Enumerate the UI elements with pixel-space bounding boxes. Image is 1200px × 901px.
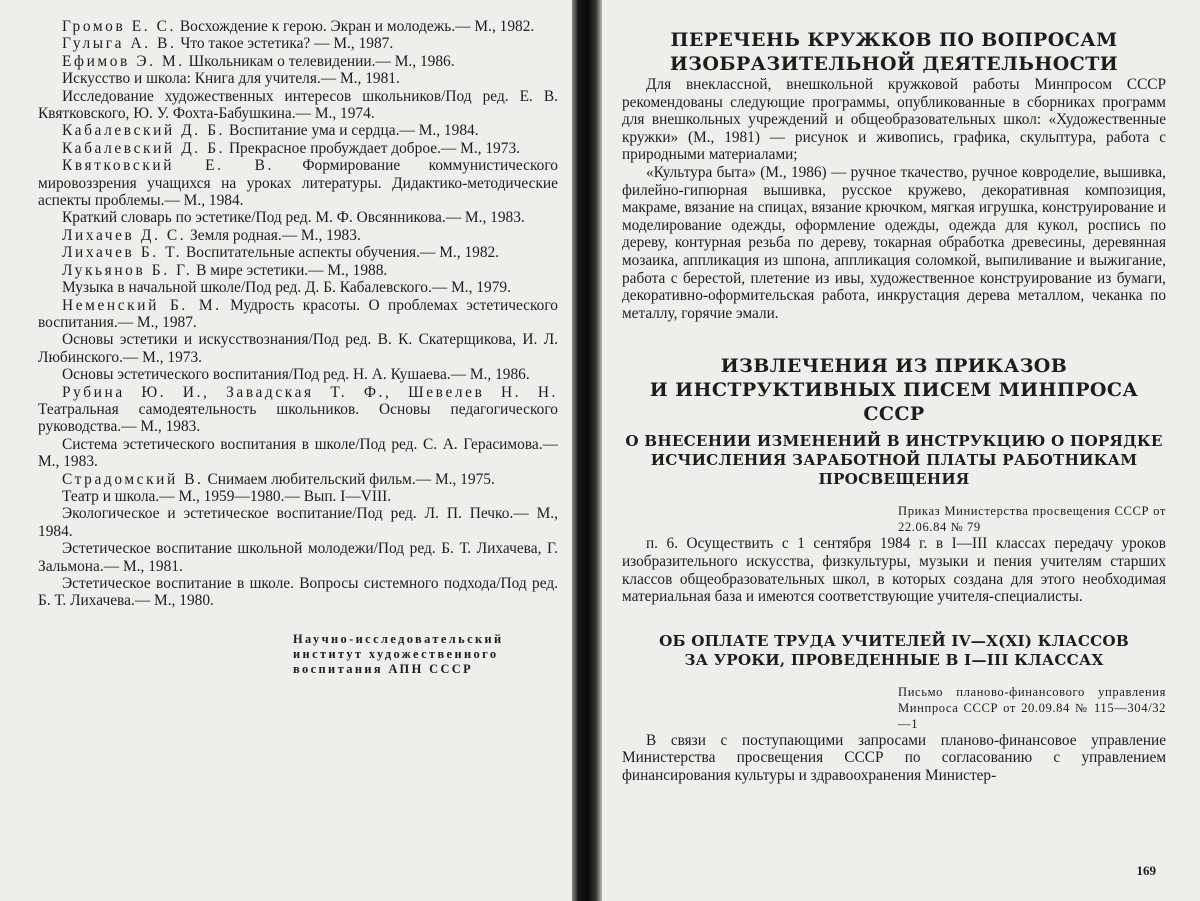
book-gutter [572,0,602,901]
bib-entry [38,575,558,610]
bib-text: Система эстетического воспитания в школе/Под ред. С. А. Герасимова.— М., 1983. [38,436,558,470]
bib-text: Искусство и школа: Книга для учителя.— М., 1981. [62,70,400,87]
page-number: 169 [1137,863,1157,879]
bib-text: Театральная самодеятельность школьников. Основы педагогического руководства.— М., 1983. [38,401,558,435]
document-source: Письмо планово-финансового управления Минпроса СССР от 20.09.84 № 115—304/32—1 [898,684,1166,732]
bib-text: Восхождение к герою. Экран и молодежь.— М., 1982. [176,18,534,35]
bib-author: Лихачев Б. Т. [62,244,182,261]
bib-entry [38,18,558,35]
bib-entry [38,140,558,157]
bib-entry [38,505,558,540]
subtitle-line: ЗА УРОКИ, ПРОВЕДЕННЫЕ В I—III КЛАССАХ [622,651,1166,670]
left-page [0,0,572,901]
bib-text: Воспитательные аспекты обучения.— М., 1982. [182,244,499,261]
paragraph: п. 6. Осуществить с 1 сентября 1984 г. в I—III классах передачу уроков изобразительного искусства, физкультуры, музыки и пения учителям старших классов общеобразовательных школ, в которых создана для этого необходимая материальная база и имеются соответствующие учителя-специалисты. [622,535,1166,605]
subsection-title [622,432,1166,489]
bib-entry [38,488,558,505]
bib-entry [38,471,558,488]
bib-author: Кабалевский Д. Б. [62,140,225,157]
bib-text: Прекрасное пробуждает доброе.— М., 1973. [225,140,520,157]
bib-author: Лукьянов Б. Г. [62,262,192,279]
bib-entry [38,35,558,52]
bib-entry [38,244,558,261]
title-line: ПЕРЕЧЕНЬ КРУЖКОВ ПО ВОПРОСАМ [622,28,1166,52]
subtitle-line: ИСЧИСЛЕНИЯ ЗАРАБОТНОЙ ПЛАТЫ РАБОТНИКАМ [622,451,1166,470]
bib-author: Ефимов Э. М. [62,53,185,70]
imprint-line: воспитания АПН СССР [293,662,558,677]
section-title [622,354,1166,426]
title-line: ИЗВЛЕЧЕНИЯ ИЗ ПРИКАЗОВ [622,354,1166,378]
imprint-line: институт художественного [293,647,558,662]
section-teacher-pay [622,632,1166,785]
bib-author: Страдомский В. [62,471,204,488]
bib-text: Краткий словарь по эстетике/Под ред. М. Ф. Овсянникова.— М., 1983. [62,209,525,226]
subtitle-line: ОБ ОПЛАТЕ ТРУДА УЧИТЕЛЕЙ IV—X(XI) КЛАССОВ [622,632,1166,651]
bib-author: Гулыга А. В. [62,35,176,52]
paragraph: В связи с поступающими запросами планово-финансовое управление Министерства просвещения СССР по согласованию с управлением финансирования культуры и здравоохранения Министер- [622,732,1166,785]
bib-text: Воспитание ума и сердца.— М., 1984. [225,122,478,139]
bib-entry [38,122,558,139]
bib-text: Музыка в начальной школе/Под ред. Д. Б. Кабалевского.— М., 1979. [62,279,511,296]
bib-author: Квятковский Е. В. [62,157,274,174]
document-source: Приказ Министерства просвещения СССР от 22.06.84 № 79 [898,503,1166,535]
bib-text: Эстетическое воспитание школьной молодежи/Под ред. Б. Т. Лихачева, Г. Зальмона.— М., 1981. [38,540,558,574]
bib-entry [38,157,558,209]
bib-entry [38,366,558,383]
subtitle-line: О ВНЕСЕНИИ ИЗМЕНЕНИЙ В ИНСТРУКЦИЮ О ПОРЯДКЕ [622,432,1166,451]
imprint-line: Научно-исследовательский [293,632,558,647]
bib-text: Формирование коммунистического мировоззрения учащихся на уроках литературы. Дидактико-методические аспекты проблемы.— М., 1984. [38,157,558,209]
bib-author: Кабалевский Д. Б. [62,122,225,139]
bib-author: Громов Е. С. [62,18,176,35]
bib-text: Исследование художественных интересов школьников/Под ред. Е. В. Квятковского, Ю. У. Фохта-Бабушкина.— М., 1974. [38,88,558,122]
bib-author: Неменский Б. М. [62,297,222,314]
bib-text: Основы эстетики и искусствознания/Под ред. В. К. Скатерщикова, И. Л. Любинского.— М., 1973. [38,331,558,365]
bib-text: Школьникам о телевидении.— М., 1986. [185,53,455,70]
bib-text: Театр и школа.— М., 1959—1980.— Вып. I—VIII. [62,488,391,505]
bib-text: Мудрость красоты. О проблемах эстетического воспитания.— М., 1987. [38,297,558,331]
subsection-title [622,632,1166,670]
bib-text: Экологическое и эстетическое воспитание/Под ред. Л. П. Печко.— М., 1984. [38,505,558,539]
bib-entry [38,70,558,87]
publisher-imprint [293,632,558,677]
book-spread [0,0,1200,901]
bib-author: Лихачев Д. С. [62,227,186,244]
right-page [602,0,1200,901]
bib-text: Основы эстетического воспитания/Под ред. Н. А. Кушаева.— М., 1986. [62,366,530,383]
bib-entry [38,436,558,471]
bib-text: В мире эстетики.— М., 1988. [192,262,387,279]
bib-entry [38,262,558,279]
section-title [622,28,1166,76]
bib-entry [38,279,558,296]
section-clubs-list [622,28,1166,322]
bib-entry [38,88,558,123]
bib-text: Эстетическое воспитание в школе. Вопросы системного подхода/Под ред. Б. Т. Лихачева.— М., 1980. [38,575,558,609]
bib-text: Что такое эстетика? — М., 1987. [176,35,393,52]
paragraph: Для внеклассной, внешкольной кружковой работы Минпросом СССР рекомендованы следующие программы, опубликованные в сборниках программ для внешкольных учреждений и общеобразовательных школ: «Художественные кружки» (М., 1981) — рисунок и живопись, графика, скульптура, работа с природными материалами; [622,76,1166,164]
bib-entry [38,53,558,70]
bibliography-list [38,18,558,610]
bib-entry [38,540,558,575]
bib-entry [38,209,558,226]
bib-entry [38,331,558,366]
paragraph: «Культура быта» (М., 1986) — ручное ткачество, ручное ковроделие, вышивка, филейно-гипюрная вышивка, русское кружево, декоративная композиция, макраме, вязание на спицах, вязание крючком, мягкая игрушка, конструирование и моделирование одежды, оформление одежды, одежда для кукол, роспись по дереву, контурная резьба по дереву, токарная обработка древесины, деревянная мозаика, аппликация из шпона, аппликация соломкой, выпиливание и выжигание, работа с берестой, плетение из ивы, художественное конструирование из бумаги, декоративно-оформительская работа, инкрустация дерева металлом, чеканка по металлу, горячие эмали. [622,164,1166,322]
section-orders-extracts [622,354,1166,605]
bib-entry [38,297,558,332]
bib-entry [38,227,558,244]
title-line: И ИНСТРУКТИВНЫХ ПИСЕМ МИНПРОСА СССР [622,378,1166,426]
title-line: ИЗОБРАЗИТЕЛЬНОЙ ДЕЯТЕЛЬНОСТИ [622,52,1166,76]
bib-text: Земля родная.— М., 1983. [186,227,361,244]
subtitle-line: ПРОСВЕЩЕНИЯ [622,470,1166,489]
bib-entry [38,384,558,436]
bib-text: Снимаем любительский фильм.— М., 1975. [204,471,495,488]
bib-author: Рубина Ю. И., Завадская Т. Ф., Шевелев Н. Н. [62,384,558,401]
